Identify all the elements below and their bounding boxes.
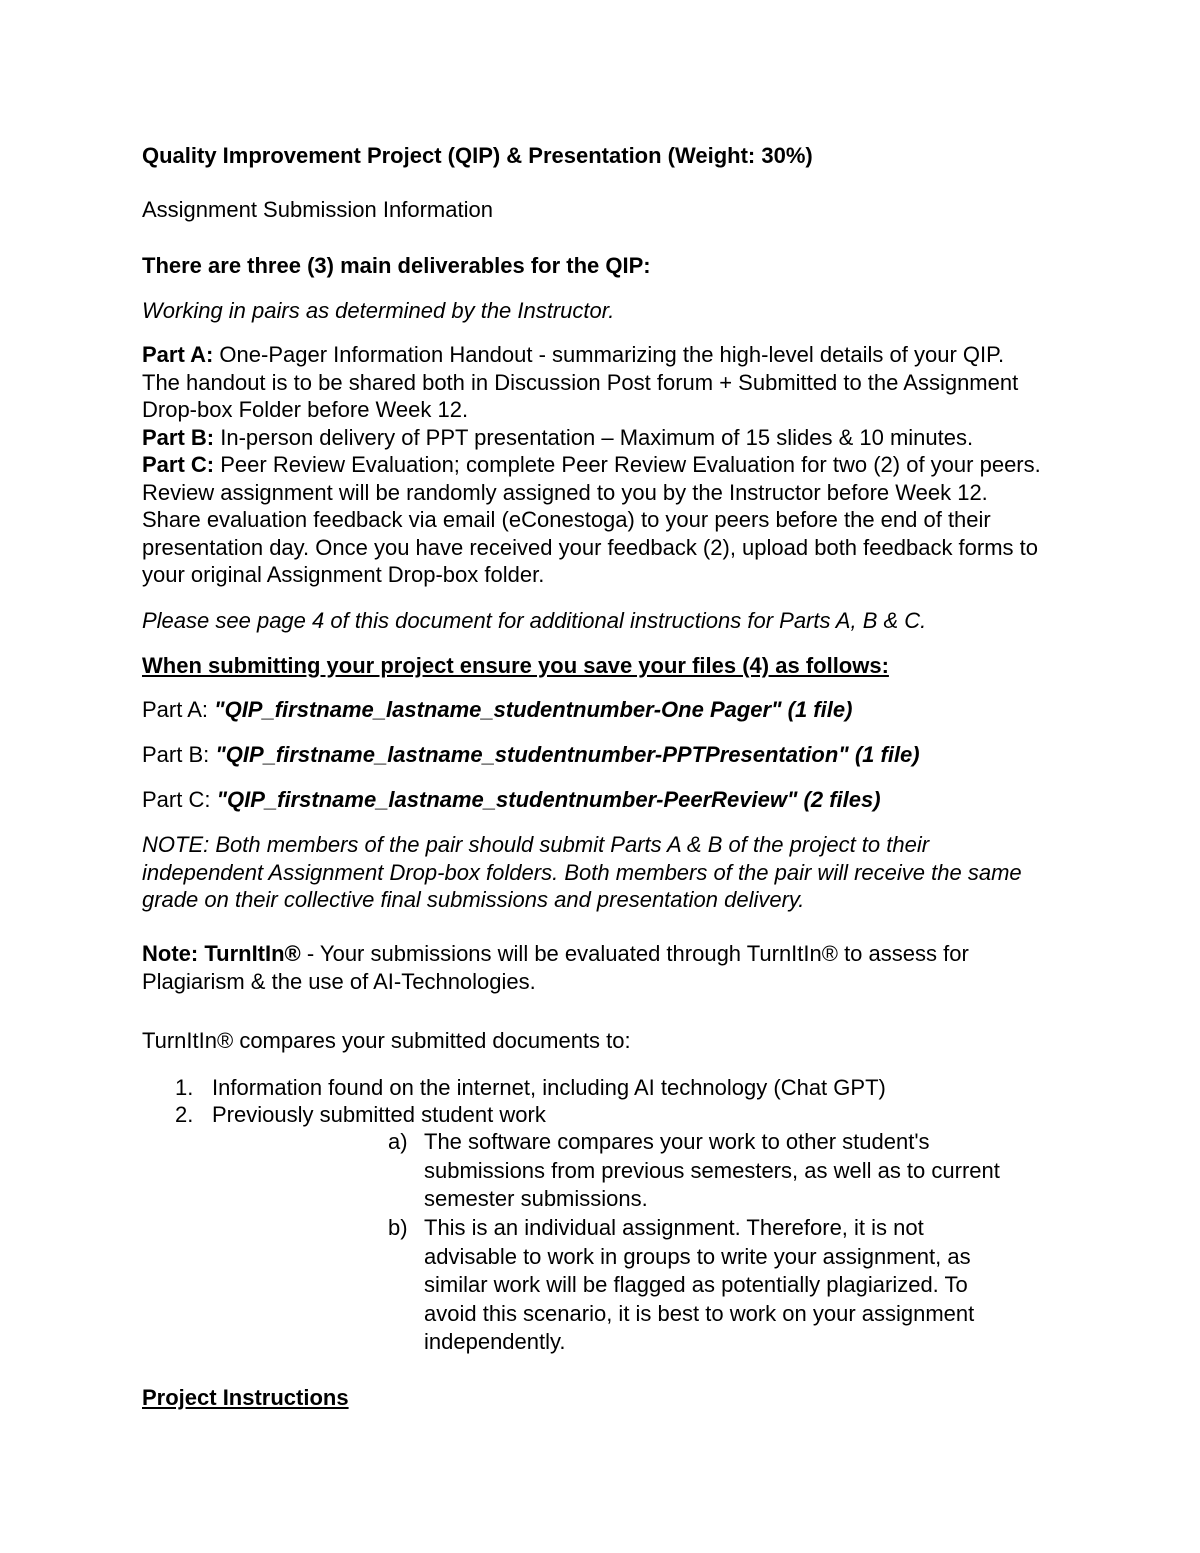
file-name-c — [142, 786, 1042, 814]
project-instructions-heading: Project Instructions — [142, 1385, 349, 1410]
document-subtitle: Assignment Submission Information — [142, 197, 493, 222]
file-a-name: "QIP_firstname_lastname_studentnumber-One Pager" (1 file) — [214, 697, 853, 722]
submitting-heading: When submitting your project ensure you save your files (4) as follows: — [142, 653, 889, 678]
sub-item-b-letter: b) — [388, 1215, 408, 1240]
turnitin-note-label: Note: TurnItIn® — [142, 941, 301, 966]
compare-item-1-text: Information found on the internet, including AI technology (Chat GPT) — [212, 1075, 886, 1100]
part-a-label: Part A: — [142, 342, 214, 367]
file-c-name: "QIP_firstname_lastname_studentnumber-PeerReview" (2 files) — [216, 787, 881, 812]
compare-item-1-number: 1. — [175, 1075, 194, 1100]
deliverables-heading: There are three (3) main deliverables for the QIP: — [142, 253, 651, 278]
part-c-text: Peer Review Evaluation; complete Peer Review Evaluation for two (2) of your peers. Review assignment will be randomly assigned to you by the Instructor before Week 12. Share evaluation feedback via email (eConestoga) to your peers before the end of their presentation day. Once you have received your feedback (2), upload both feedback forms to your original Assignment Drop-box folder. — [142, 452, 1041, 587]
part-b-label: Part B: — [142, 424, 215, 450]
file-b-label: Part B: — [142, 742, 216, 767]
part-c-item — [142, 451, 1042, 589]
compare-item-2-text: Previously submitted student work — [212, 1102, 546, 1127]
file-a-label: Part A: — [142, 697, 215, 722]
part-b-text: In-person delivery of PPT presentation – Maximum of 15 slides & 10 minutes. — [214, 424, 974, 450]
sub-item-b-text: This is an individual assignment. Therefore, it is not advisable to work in groups to write your assignment, as similar work will be flagged as potentially plagiarized. To avoid this scenario, it is best to work on your assignment independently. — [424, 1215, 975, 1354]
pair-submission-note: NOTE: Both members of the pair should submit Parts A & B of the project to their independent Assignment Drop-box folders. Both members of the pair will receive the same grade on their collective final submissions and presentation delivery. — [142, 832, 1022, 912]
turnitin-note-text: - Your submissions will be evaluated through TurnItIn® to assess for Plagiarism & the use of AI-Technologies. — [142, 941, 969, 994]
parts-section — [142, 341, 1042, 589]
file-name-a — [142, 696, 1042, 724]
sub-item-a-text: The software compares your work to other student's submissions from previous semesters, as well as to current semester submissions. — [424, 1129, 1000, 1211]
see-page-note: Please see page 4 of this document for additional instructions for Parts A, B & C. — [142, 608, 927, 633]
compare-item-2-number: 2. — [175, 1102, 194, 1127]
sub-item-a-letter: a) — [388, 1129, 408, 1154]
document-title: Quality Improvement Project (QIP) & Presentation (Weight: 30%) — [142, 143, 813, 168]
turnitin-compares: TurnItIn® compares your submitted documents to: — [142, 1028, 631, 1053]
pairs-note: Working in pairs as determined by the Instructor. — [142, 298, 615, 323]
part-c-label: Part C: — [142, 452, 215, 477]
file-c-label: Part C: — [142, 787, 217, 812]
part-a-item — [142, 341, 1042, 424]
turnitin-note — [142, 940, 1042, 995]
part-a-text: One-Pager Information Handout - summarizing the high-level details of your QIP. The handout is to be shared both in Discussion Post forum + Submitted to the Assignment Drop-box Folder before Week 12. — [142, 342, 1019, 422]
file-name-b — [142, 741, 1042, 769]
part-b-item — [142, 424, 1042, 452]
file-b-name: "QIP_firstname_lastname_studentnumber-PPTPresentation" (1 file) — [215, 742, 920, 767]
